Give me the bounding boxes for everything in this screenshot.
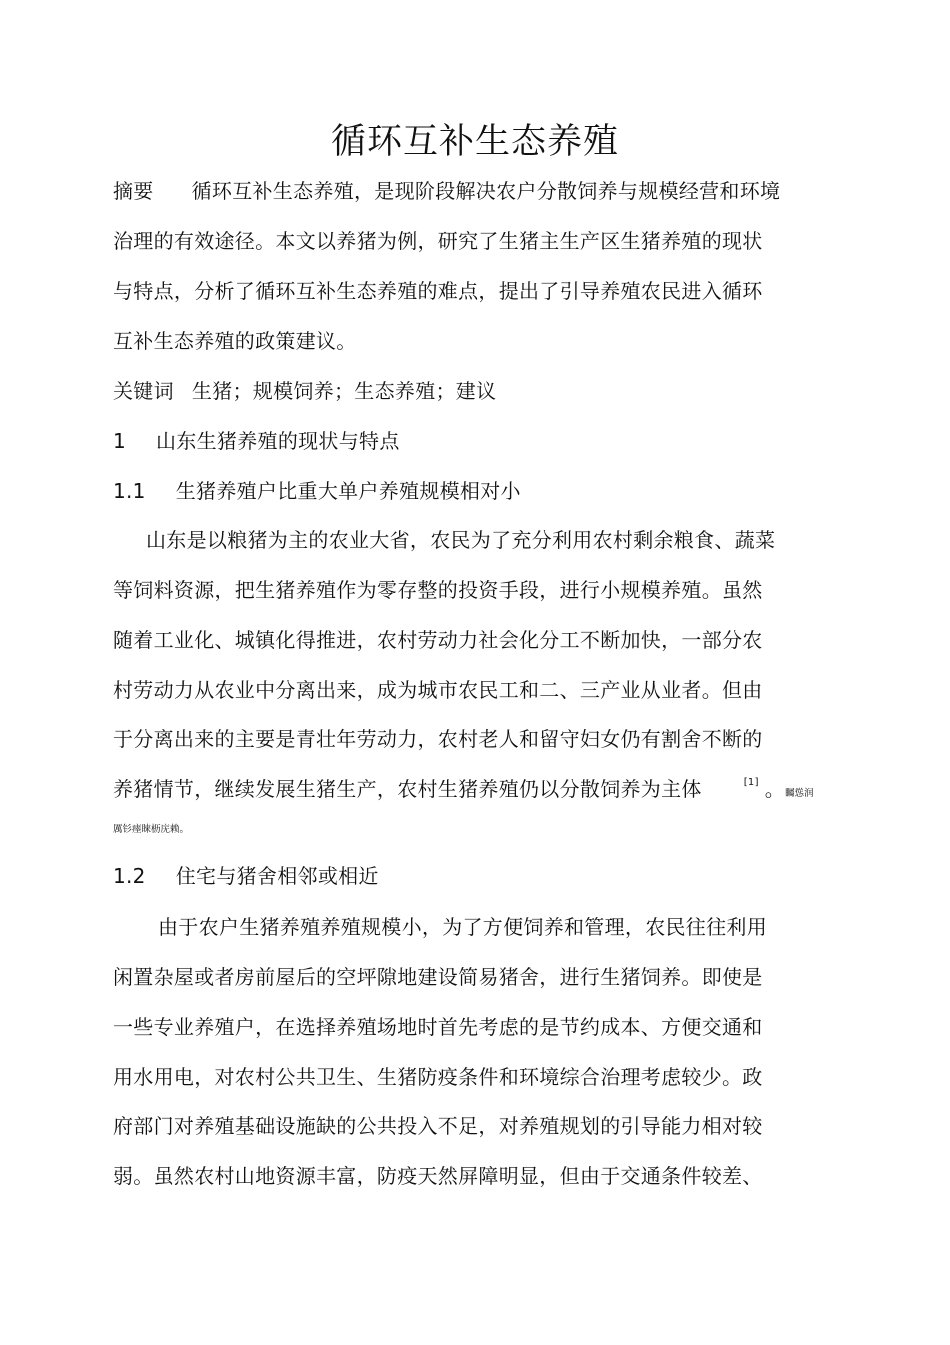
citation-marker: [1] xyxy=(743,777,759,788)
garbled-text: 矚慫润 xyxy=(785,788,814,799)
paragraph-line: 于分离出来的主要是青壮年劳动力，农村老人和留守妇女仍有割舍不断的 xyxy=(113,727,763,751)
period: 。 xyxy=(764,777,786,801)
abstract-label: 摘要 xyxy=(113,179,154,203)
paragraph-line: 闲置杂屋或者房前屋后的空坪隙地建设简易猪舍，进行生猪饲养。即使是 xyxy=(113,965,763,989)
paragraph-line: 村劳动力从农业中分离出来，成为城市农民工和二、三产业从业者。但由 xyxy=(113,678,763,702)
section-heading-1-2 xyxy=(113,862,379,890)
paragraph-line-with-citation xyxy=(113,775,814,808)
paragraph-line: 随着工业化、城镇化得推进，农村劳动力社会化分工不断加快，一部分农 xyxy=(113,628,763,652)
abstract-line-1 xyxy=(113,177,780,205)
paragraph-line: 由于农户生猪养殖养殖规模小，为了方便饲养和管理，农民往往利用 xyxy=(158,915,767,939)
section-number: 1.2 xyxy=(113,864,146,888)
section-number: 1 xyxy=(113,429,127,453)
garbled-text-line: 厲钐瘗睞枥庑赖。 xyxy=(113,824,190,835)
section-title: 住宅与猪舍相邻或相近 xyxy=(175,864,379,888)
paragraph-line: 府部门对养殖基础设施缺的公共投入不足，对养殖规划的引导能力相对较 xyxy=(113,1114,763,1138)
keywords-line xyxy=(113,377,496,405)
section-heading-1-1 xyxy=(113,477,521,505)
keywords-label: 关键词 xyxy=(113,379,174,403)
abstract-line-4: 互补生态养殖的政策建议。 xyxy=(113,329,357,353)
keywords-text: 生猪；规模饲养；生态养殖；建议 xyxy=(191,379,497,403)
paragraph-line: 山东是以粮猪为主的农业大省，农民为了充分利用农村剩余粮食、蔬菜 xyxy=(146,528,776,552)
section-title: 生猪养殖户比重大单户养殖规模相对小 xyxy=(175,479,521,503)
paragraph-line: 等饲料资源，把生猪养殖作为零存整的投资手段，进行小规模养殖。虽然 xyxy=(113,578,763,602)
abstract-line-3: 与特点，分析了循环互补生态养殖的难点，提出了引导养殖农民进入循环 xyxy=(113,279,763,303)
section-heading-1 xyxy=(113,427,400,455)
document-title: 循环互补生态养殖 xyxy=(330,122,619,162)
paragraph-line: 用水用电，对农村公共卫生、生猪防疫条件和环境综合治理考虑较少。政 xyxy=(113,1065,763,1089)
paragraph-text: 养猪情节，继续发展生猪生产，农村生猪养殖仍以分散饲养为主体 xyxy=(113,777,702,801)
paragraph-line: 弱。虽然农村山地资源丰富，防疫天然屏障明显，但由于交通条件较差、 xyxy=(113,1164,763,1188)
section-number: 1.1 xyxy=(113,479,146,503)
abstract-line-2: 治理的有效途径。本文以养猪为例，研究了生猪主生产区生猪养殖的现状 xyxy=(113,229,763,253)
abstract-text: 循环互补生态养殖，是现阶段解决农户分散饲养与规模经营和环境 xyxy=(191,179,781,203)
paragraph-line: 一些专业养殖户，在选择养殖场地时首先考虑的是节约成本、方便交通和 xyxy=(113,1015,763,1039)
section-title: 山东生猪养殖的现状与特点 xyxy=(156,429,400,453)
